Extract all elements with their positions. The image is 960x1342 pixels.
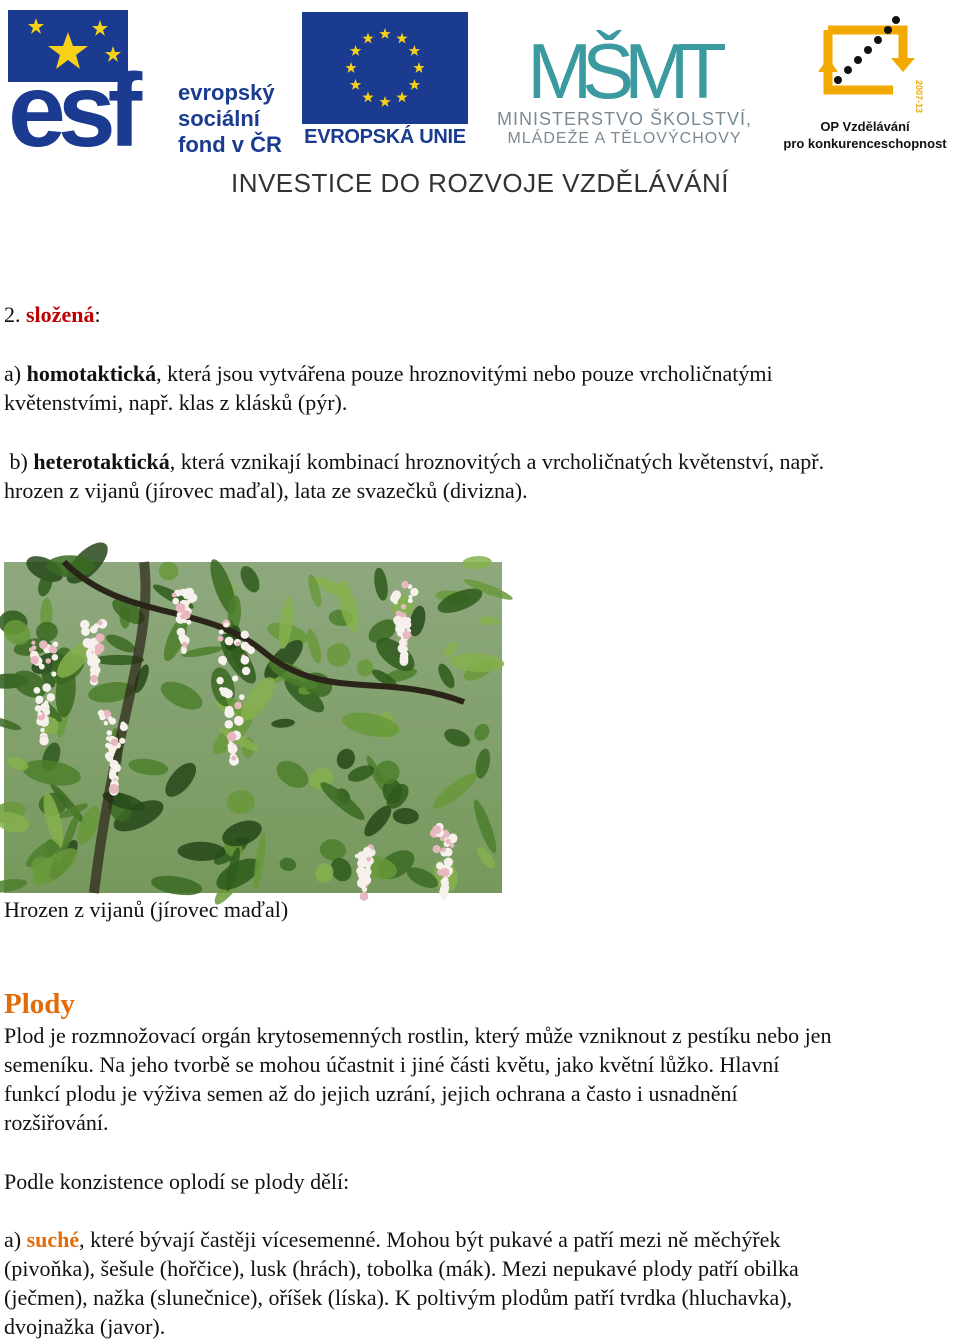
blossom-dot: [109, 784, 119, 794]
suche-line1: , které bývají častěji vícesemenné. Mohou být pukavé a patří mezi ně měchýřek: [79, 1227, 781, 1252]
blossom-dot: [96, 633, 105, 642]
suche-line2: (pivoňka), šešule (hořčice), lusk (hrách), tobolka (mák). Mezi nepukavé plody patří obilka: [4, 1256, 799, 1281]
blossom-dot: [30, 656, 39, 665]
esf-logo: [8, 10, 293, 169]
blossom-dot: [105, 743, 111, 749]
item-b-line1: , která vznikají kombinací hroznovitých a vrcholičnatých květenství, např.: [169, 449, 825, 474]
blossom-dot: [33, 651, 38, 656]
blossom-dot: [112, 763, 121, 772]
op-line-1: OP Vzdělávání: [820, 119, 910, 134]
blossom-dot: [405, 617, 411, 623]
msmt-text: [482, 110, 767, 148]
tagline: INVESTICE DO ROZVOJE VZDĚLÁVÁNÍ: [230, 168, 730, 198]
blossom-dot: [185, 600, 190, 605]
blossom-dot: [44, 700, 49, 705]
blossom-dot: [81, 627, 90, 636]
blossom-dot: [177, 628, 185, 636]
msmt-line-1: MINISTERSTVO ŠKOLSTVÍ,: [496, 109, 753, 129]
blossom-dot: [357, 878, 367, 888]
blossom-dot: [441, 879, 449, 887]
blossom-dot: [39, 640, 48, 649]
blossom-dot: [111, 738, 119, 746]
blossom-dot: [401, 604, 406, 609]
blossom-dot: [104, 721, 109, 726]
blossom-dot: [225, 637, 234, 646]
blossom-dot: [231, 756, 236, 761]
blossom-dot: [239, 694, 245, 700]
item-b-line2: hrozen z vijanů (jírovec maďal), lata ze svazečků (divizna).: [4, 478, 528, 503]
svg-text:2007-13: 2007-13: [914, 80, 924, 114]
blossom-dot: [218, 636, 224, 642]
item-b-term: heterotaktická: [33, 449, 170, 474]
item-a-line1: , která jsou vytvářena pouze hroznovitými nebo pouze vrcholičnatými: [156, 361, 773, 386]
eu-label: EVROPSKÁ UNIE: [304, 126, 466, 148]
blossom-dot: [390, 594, 399, 603]
blossom-dot: [49, 645, 57, 653]
blossom-dot: [408, 598, 413, 603]
op-arrow-icon: [808, 10, 928, 114]
blossom-dot: [105, 752, 113, 760]
blossom-dot: [409, 595, 413, 599]
section-colon: :: [94, 302, 101, 327]
blossom-dot: [227, 732, 237, 742]
blossom-dot: [34, 687, 41, 694]
esf-text: [178, 80, 282, 158]
item-a-prefix: a): [4, 361, 27, 386]
blossom-dot: [219, 687, 224, 692]
photo-caption: Hrozen z vijanů (jírovec maďal): [4, 897, 289, 922]
eu-logo: [302, 12, 468, 150]
blossom-dot: [109, 718, 116, 725]
plody-p1-line2: semeníku. Na jeho tvorbě se mohou účastnit i jiné části květu, jako květní lůžko. Hlavní: [4, 1052, 780, 1077]
esf-line-1: evropský: [178, 80, 275, 105]
op-text: [772, 118, 958, 152]
blossom-dot: [236, 642, 241, 647]
blossom-dot: [181, 636, 185, 640]
blossom-dot: [232, 675, 238, 681]
blossom-dot: [32, 645, 37, 650]
blossom-dot: [181, 649, 187, 655]
section-term: složená: [26, 302, 95, 327]
blossom-dot: [444, 858, 453, 867]
suche-line4: dvojnažka (javor).: [4, 1314, 166, 1339]
blossom-dot: [241, 631, 249, 639]
esf-line-3: fond v ČR: [178, 132, 282, 157]
blossom-dot: [436, 862, 444, 870]
blossom-dot: [225, 720, 234, 729]
blossom-dot: [433, 845, 441, 853]
blossom-dot: [362, 861, 366, 865]
blossom-dot: [449, 843, 454, 848]
blossom-dot: [44, 720, 48, 724]
blossom-dot: [400, 642, 405, 647]
blossom-dot: [31, 641, 35, 645]
blossom-dot: [446, 839, 451, 844]
esf-letters-icon: [8, 53, 178, 169]
blossom-dot: [99, 714, 105, 720]
blossom-dot: [241, 656, 250, 665]
blossom-dot: [441, 847, 446, 852]
blossom-dot: [358, 870, 367, 879]
blossom-dot: [437, 869, 444, 876]
plody-heading: Plody: [4, 988, 75, 1020]
blossom-dot: [45, 658, 51, 664]
blossom-dot: [121, 722, 126, 727]
plody-p1-line4: rozšiřování.: [4, 1110, 109, 1135]
blossom-dot: [47, 693, 55, 701]
svg-text:esf: esf: [8, 53, 135, 169]
suche-term: suché: [26, 1227, 80, 1252]
blossom-dot: [40, 728, 45, 733]
section-2: [4, 300, 960, 329]
item-b-heterotakticka: [4, 447, 960, 505]
blossom-dot: [216, 677, 223, 684]
blossom-dot: [119, 738, 125, 744]
blossom-dot: [90, 626, 98, 634]
blossom-dot: [228, 744, 238, 754]
blossom-dot: [172, 593, 177, 598]
blossom-dot: [186, 620, 191, 625]
section-number: 2.: [4, 302, 21, 327]
plody-p1-line1: Plod je rozmnožovací orgán krytosemenných rostlin, který může vzniknout z pestíku nebo jen: [4, 1023, 832, 1048]
blossom-dot: [45, 710, 50, 715]
blossom-dot: [182, 642, 188, 648]
blossom-dot: [367, 857, 372, 862]
msmt-line-2: MLÁDEŽE A TĚLOVÝCHOVY: [507, 130, 742, 147]
blossom-dot: [52, 654, 59, 661]
blossom-dot: [42, 737, 46, 741]
item-a-line2: květenstvími, např. klas z klásků (pýr).: [4, 390, 348, 415]
plody-paragraph-1: [4, 1021, 960, 1137]
blossom-dot: [91, 675, 97, 681]
blossom-dot: [91, 661, 98, 668]
suche-prefix: a): [4, 1227, 27, 1252]
chestnut-tree-photo: [4, 562, 502, 893]
blossom-dot: [182, 610, 191, 619]
blossom-dot: [42, 683, 51, 692]
blossom-dot: [87, 650, 92, 655]
blossom-dot: [403, 631, 412, 640]
msmt-logo: [482, 10, 767, 150]
blossom-dot: [182, 589, 190, 597]
blossom-dot: [393, 616, 402, 625]
item-a-homotakticka: [4, 359, 960, 417]
blossom-dot: [36, 699, 42, 705]
blossom-dot: [172, 598, 179, 605]
plody-paragraph-2: Podle konzistence oplodí se plody dělí:: [4, 1169, 350, 1194]
blossom-dot: [219, 630, 224, 635]
blossom-dot: [83, 638, 93, 648]
item-b-prefix: b): [4, 449, 34, 474]
blossom-dot: [368, 850, 374, 856]
blossom-dot: [401, 581, 409, 589]
op-logo: [772, 10, 958, 150]
msmt-mark-icon: [527, 10, 717, 115]
blossom-dot: [38, 711, 42, 715]
blossom-dot: [400, 652, 406, 658]
plody-p1-line3: funkcí plodu je výživa semen až do jejich uzrání, jejich ochrana a často i usnadnění: [4, 1081, 738, 1106]
blossom-dot: [234, 716, 244, 726]
plody-item-a-suche: [4, 1225, 960, 1341]
blossom-dot: [218, 656, 227, 665]
blossom-dot: [234, 702, 242, 710]
blossom-dot: [51, 671, 56, 676]
blossom-dot: [107, 730, 113, 736]
blossom-dot: [361, 851, 366, 856]
op-line-2: pro konkurenceschopnost: [783, 136, 947, 151]
item-a-term: homotaktická: [26, 361, 157, 386]
eu-flag-icon: [302, 12, 468, 124]
blossom-dot: [247, 646, 255, 654]
blossom-dot: [224, 622, 229, 627]
esf-line-2: sociální: [178, 106, 260, 131]
blossom-dot: [95, 643, 105, 653]
blossom-dot: [242, 667, 250, 675]
blossom-dot: [224, 708, 234, 718]
blossom-dot: [97, 620, 102, 625]
suche-line3: (ječmen), nažka (slunečnice), oříšek (líska). K poltivým plodům patří tvrdka (hluchavka),: [4, 1285, 793, 1310]
svg-text:MŠMT: MŠMT: [527, 27, 717, 115]
blossom-dot: [432, 825, 441, 834]
